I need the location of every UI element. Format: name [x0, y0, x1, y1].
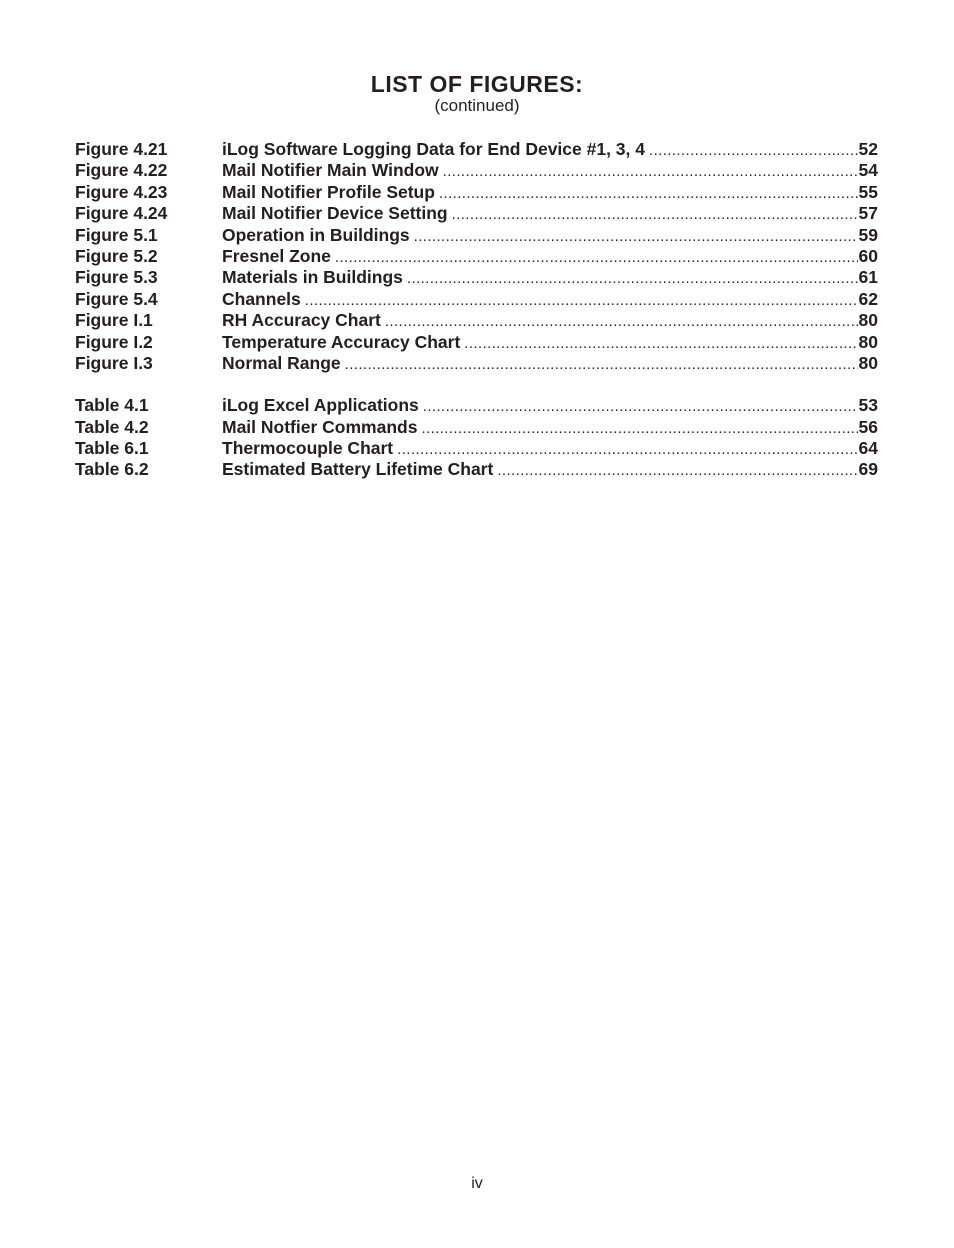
dot-leader: [464, 333, 857, 354]
entry-label: Figure 4.24: [75, 203, 168, 224]
entry-page-number: 61: [858, 267, 878, 288]
entry-label: Figure I.2: [75, 331, 153, 352]
entry-label: Table 6.1: [75, 438, 149, 459]
entry-page-number: 80: [858, 310, 878, 331]
dot-leader: [649, 140, 858, 161]
dot-leader: [345, 354, 858, 375]
entry-page-number: 80: [858, 331, 878, 352]
toc-entry[interactable]: [75, 267, 878, 288]
entry-title: Channels: [222, 288, 301, 309]
entry-page-number: 69: [858, 459, 878, 480]
toc-entry[interactable]: [75, 310, 878, 331]
entry-page-number: 59: [858, 224, 878, 245]
toc-entry[interactable]: [75, 395, 878, 416]
dot-leader: [452, 204, 858, 225]
dot-leader: [407, 268, 858, 289]
entry-label: Table 4.1: [75, 395, 149, 416]
toc-entry[interactable]: [75, 139, 878, 160]
entry-title: Temperature Accuracy Chart: [222, 331, 461, 352]
entry-page-number: 53: [858, 395, 878, 416]
entry-label: Figure 4.21: [75, 139, 168, 159]
entry-page-number: 57: [858, 203, 878, 224]
entry-title: Thermocouple Chart: [222, 438, 394, 459]
entry-label: Figure 4.22: [75, 160, 168, 181]
dot-leader: [305, 290, 858, 311]
dot-leader: [443, 161, 858, 182]
entry-page-number: 62: [858, 288, 878, 309]
page-number: iv: [471, 1175, 483, 1192]
dot-leader: [421, 418, 857, 439]
entry-page-number: 52: [858, 139, 878, 159]
toc-entry[interactable]: [75, 459, 878, 480]
figures-list: [75, 139, 878, 374]
entry-title: Estimated Battery Lifetime Chart: [222, 459, 494, 480]
entry-title: Operation in Buildings: [222, 224, 410, 245]
dot-leader: [497, 460, 857, 481]
dot-leader: [397, 439, 857, 460]
entry-page-number: 54: [858, 160, 878, 181]
entry-page-number: 60: [858, 245, 878, 266]
entry-label: Figure 5.4: [75, 288, 158, 309]
entry-page-number: 80: [858, 352, 878, 373]
entry-title: iLog Excel Applications: [222, 395, 419, 416]
dot-leader: [414, 226, 858, 247]
entry-page-number: 56: [858, 416, 878, 437]
entry-label: Figure 4.23: [75, 181, 168, 202]
entry-label: Figure 5.2: [75, 245, 158, 266]
entry-page-number: 64: [858, 438, 878, 459]
entry-label: Figure I.1: [75, 310, 153, 331]
entry-label: Figure I.3: [75, 352, 153, 373]
entry-title: Mail Notfier Commands: [222, 416, 418, 437]
entry-title: Mail Notifier Main Window: [222, 160, 439, 181]
toc-entry[interactable]: [75, 438, 878, 459]
toc-entry[interactable]: [75, 246, 878, 267]
entry-label: Table 4.2: [75, 416, 149, 437]
entry-title: iLog Software Logging Data for End Device #1, 3, 4: [222, 139, 645, 159]
entry-title: Materials in Buildings: [222, 267, 403, 288]
toc-entry[interactable]: [75, 289, 878, 310]
entry-title: Mail Notifier Profile Setup: [222, 181, 435, 202]
entry-label: Figure 5.3: [75, 267, 158, 288]
entry-label: Figure 5.1: [75, 224, 158, 245]
entry-title: Fresnel Zone: [222, 245, 331, 266]
toc-entry[interactable]: [75, 417, 878, 438]
toc-entry[interactable]: [75, 225, 878, 246]
toc-entry[interactable]: [75, 203, 878, 224]
dot-leader: [385, 311, 858, 332]
entry-label: Table 6.2: [75, 459, 149, 480]
tables-list: [75, 395, 878, 481]
toc-entry[interactable]: [75, 353, 878, 374]
dot-leader: [439, 183, 858, 204]
toc-entry[interactable]: [75, 182, 878, 203]
table-of-contents: [75, 139, 878, 481]
entry-title: Normal Range: [222, 352, 341, 373]
page-title: LIST OF FIGURES:: [370, 71, 584, 97]
entry-title: Mail Notifier Device Setting: [222, 203, 448, 224]
toc-entry[interactable]: [75, 160, 878, 181]
page-subtitle: (continued): [434, 96, 520, 115]
toc-entry[interactable]: [75, 332, 878, 353]
dot-leader: [423, 396, 858, 417]
entry-title: RH Accuracy Chart: [222, 310, 381, 331]
dot-leader: [335, 247, 858, 268]
entry-page-number: 55: [858, 181, 878, 202]
